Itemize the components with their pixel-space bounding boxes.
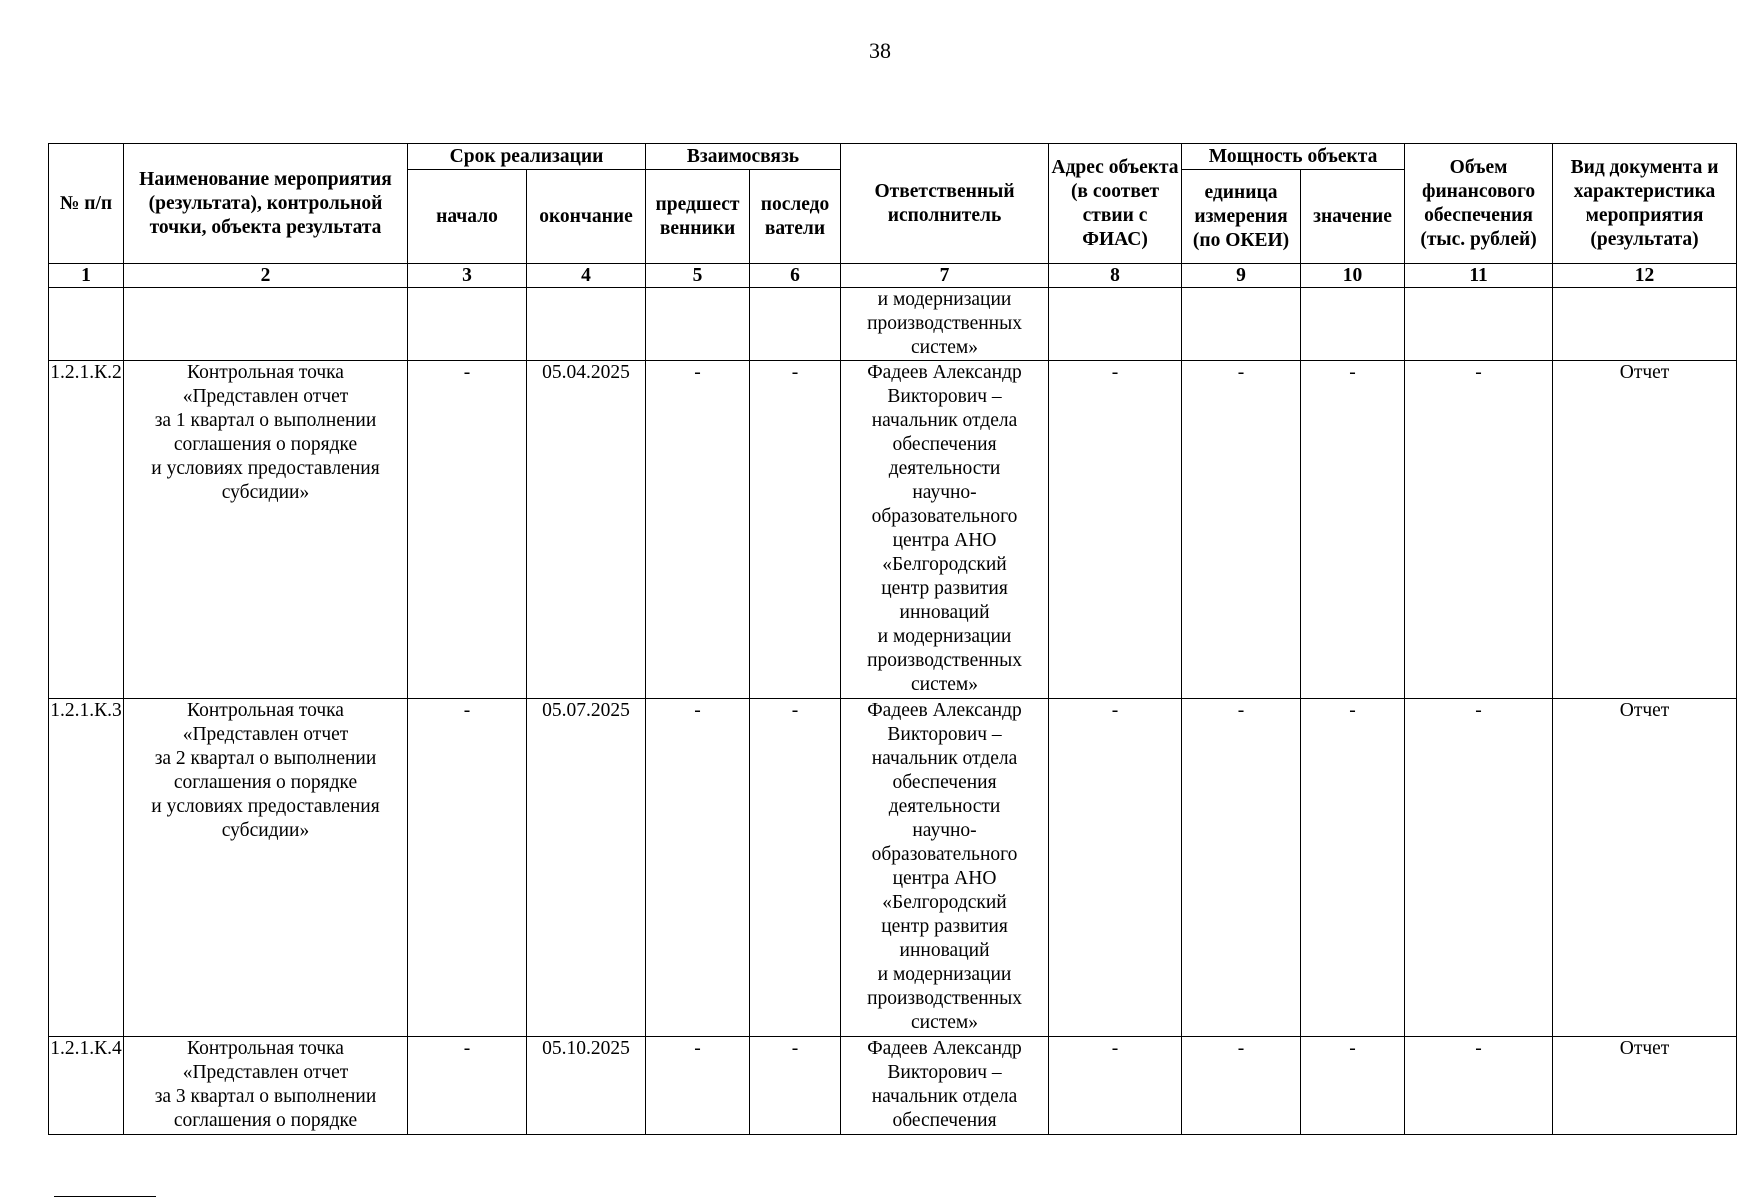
column-number: 7 bbox=[841, 264, 1049, 288]
header-end: окончание bbox=[527, 170, 646, 264]
table-row bbox=[49, 1037, 1737, 1135]
row-start: - bbox=[408, 699, 527, 1037]
column-number: 8 bbox=[1049, 264, 1182, 288]
row-responsible: Фадеев Александр Викторович – начальник отдела обеспечения деятельности научно- образовательного центра АНО «Белгородский центр развития инноваций и модернизации производственных систем» bbox=[841, 699, 1049, 1037]
row-document: Отчет bbox=[1553, 1037, 1737, 1135]
header-responsible: Ответственный исполнитель bbox=[841, 144, 1049, 264]
row-value: - bbox=[1301, 1037, 1405, 1135]
row-responsible: Фадеев Александр Викторович – начальник отдела обеспечения bbox=[841, 1037, 1049, 1135]
row-predecessors: - bbox=[646, 1037, 750, 1135]
row-unit: - bbox=[1182, 1037, 1301, 1135]
row-name: Контрольная точка «Представлен отчет за 2 квартал о выполнении соглашения о порядке и условиях предоставления субсидии» bbox=[124, 699, 408, 1037]
table-row bbox=[49, 699, 1737, 1037]
footnote-separator bbox=[54, 1196, 156, 1197]
row-code: 1.2.1.К.3 bbox=[49, 699, 124, 1037]
row-code: 1.2.1.К.2 bbox=[49, 361, 124, 699]
header-start: начало bbox=[408, 170, 527, 264]
header-unit: единица измерения (по ОКЕИ) bbox=[1182, 170, 1301, 264]
column-number: 3 bbox=[408, 264, 527, 288]
row-unit: - bbox=[1182, 361, 1301, 699]
header-document: Вид документа и характеристика мероприятия (результата) bbox=[1553, 144, 1737, 264]
row-finance: - bbox=[1405, 1037, 1553, 1135]
header-number: № п/п bbox=[49, 144, 124, 264]
row-end: 05.10.2025 bbox=[527, 1037, 646, 1135]
row-finance: - bbox=[1405, 361, 1553, 699]
row-predecessors: - bbox=[646, 361, 750, 699]
table-row-continuation bbox=[49, 288, 1737, 361]
responsible-cell: и модернизации производственных систем» bbox=[841, 288, 1049, 361]
row-document: Отчет bbox=[1553, 699, 1737, 1037]
header-finance: Объем финансового обеспечения (тыс. рублей) bbox=[1405, 144, 1553, 264]
table-row bbox=[49, 361, 1737, 699]
row-code: 1.2.1.К.4 bbox=[49, 1037, 124, 1135]
header-group-link: Взаимосвязь bbox=[646, 144, 841, 170]
page-number: 38 bbox=[869, 38, 891, 63]
column-number: 9 bbox=[1182, 264, 1301, 288]
row-end: 05.04.2025 bbox=[527, 361, 646, 699]
header-address: Адрес объекта (в соответ ствии с ФИАС) bbox=[1049, 144, 1182, 264]
row-start: - bbox=[408, 361, 527, 699]
header-successors: последо ватели bbox=[750, 170, 841, 264]
row-name: Контрольная точка «Представлен отчет за 1 квартал о выполнении соглашения о порядке и условиях предоставления субсидии» bbox=[124, 361, 408, 699]
row-successors: - bbox=[750, 1037, 841, 1135]
row-value: - bbox=[1301, 699, 1405, 1037]
column-number: 1 bbox=[49, 264, 124, 288]
header-predecessors: предшест венники bbox=[646, 170, 750, 264]
row-address: - bbox=[1049, 699, 1182, 1037]
column-number: 4 bbox=[527, 264, 646, 288]
implementation-plan-table bbox=[48, 143, 1737, 1135]
row-successors: - bbox=[750, 361, 841, 699]
row-responsible: Фадеев Александр Викторович – начальник отдела обеспечения деятельности научно- образовательного центра АНО «Белгородский центр развития инноваций и модернизации производственных систем» bbox=[841, 361, 1049, 699]
header-group-term: Срок реализации bbox=[408, 144, 646, 170]
header-name: Наименование мероприятия (результата), контрольной точки, объекта результата bbox=[124, 144, 408, 264]
column-number: 11 bbox=[1405, 264, 1553, 288]
column-number: 10 bbox=[1301, 264, 1405, 288]
row-successors: - bbox=[750, 699, 841, 1037]
row-address: - bbox=[1049, 1037, 1182, 1135]
row-start: - bbox=[408, 1037, 527, 1135]
column-number: 5 bbox=[646, 264, 750, 288]
header-group-capacity: Мощность объекта bbox=[1182, 144, 1405, 170]
column-number: 2 bbox=[124, 264, 408, 288]
column-number: 6 bbox=[750, 264, 841, 288]
row-end: 05.07.2025 bbox=[527, 699, 646, 1037]
header-value: значение bbox=[1301, 170, 1405, 264]
row-name: Контрольная точка «Представлен отчет за 3 квартал о выполнении соглашения о порядке bbox=[124, 1037, 408, 1135]
row-value: - bbox=[1301, 361, 1405, 699]
row-document: Отчет bbox=[1553, 361, 1737, 699]
row-predecessors: - bbox=[646, 699, 750, 1037]
row-unit: - bbox=[1182, 699, 1301, 1037]
column-number: 12 bbox=[1553, 264, 1737, 288]
row-address: - bbox=[1049, 361, 1182, 699]
row-finance: - bbox=[1405, 699, 1553, 1037]
